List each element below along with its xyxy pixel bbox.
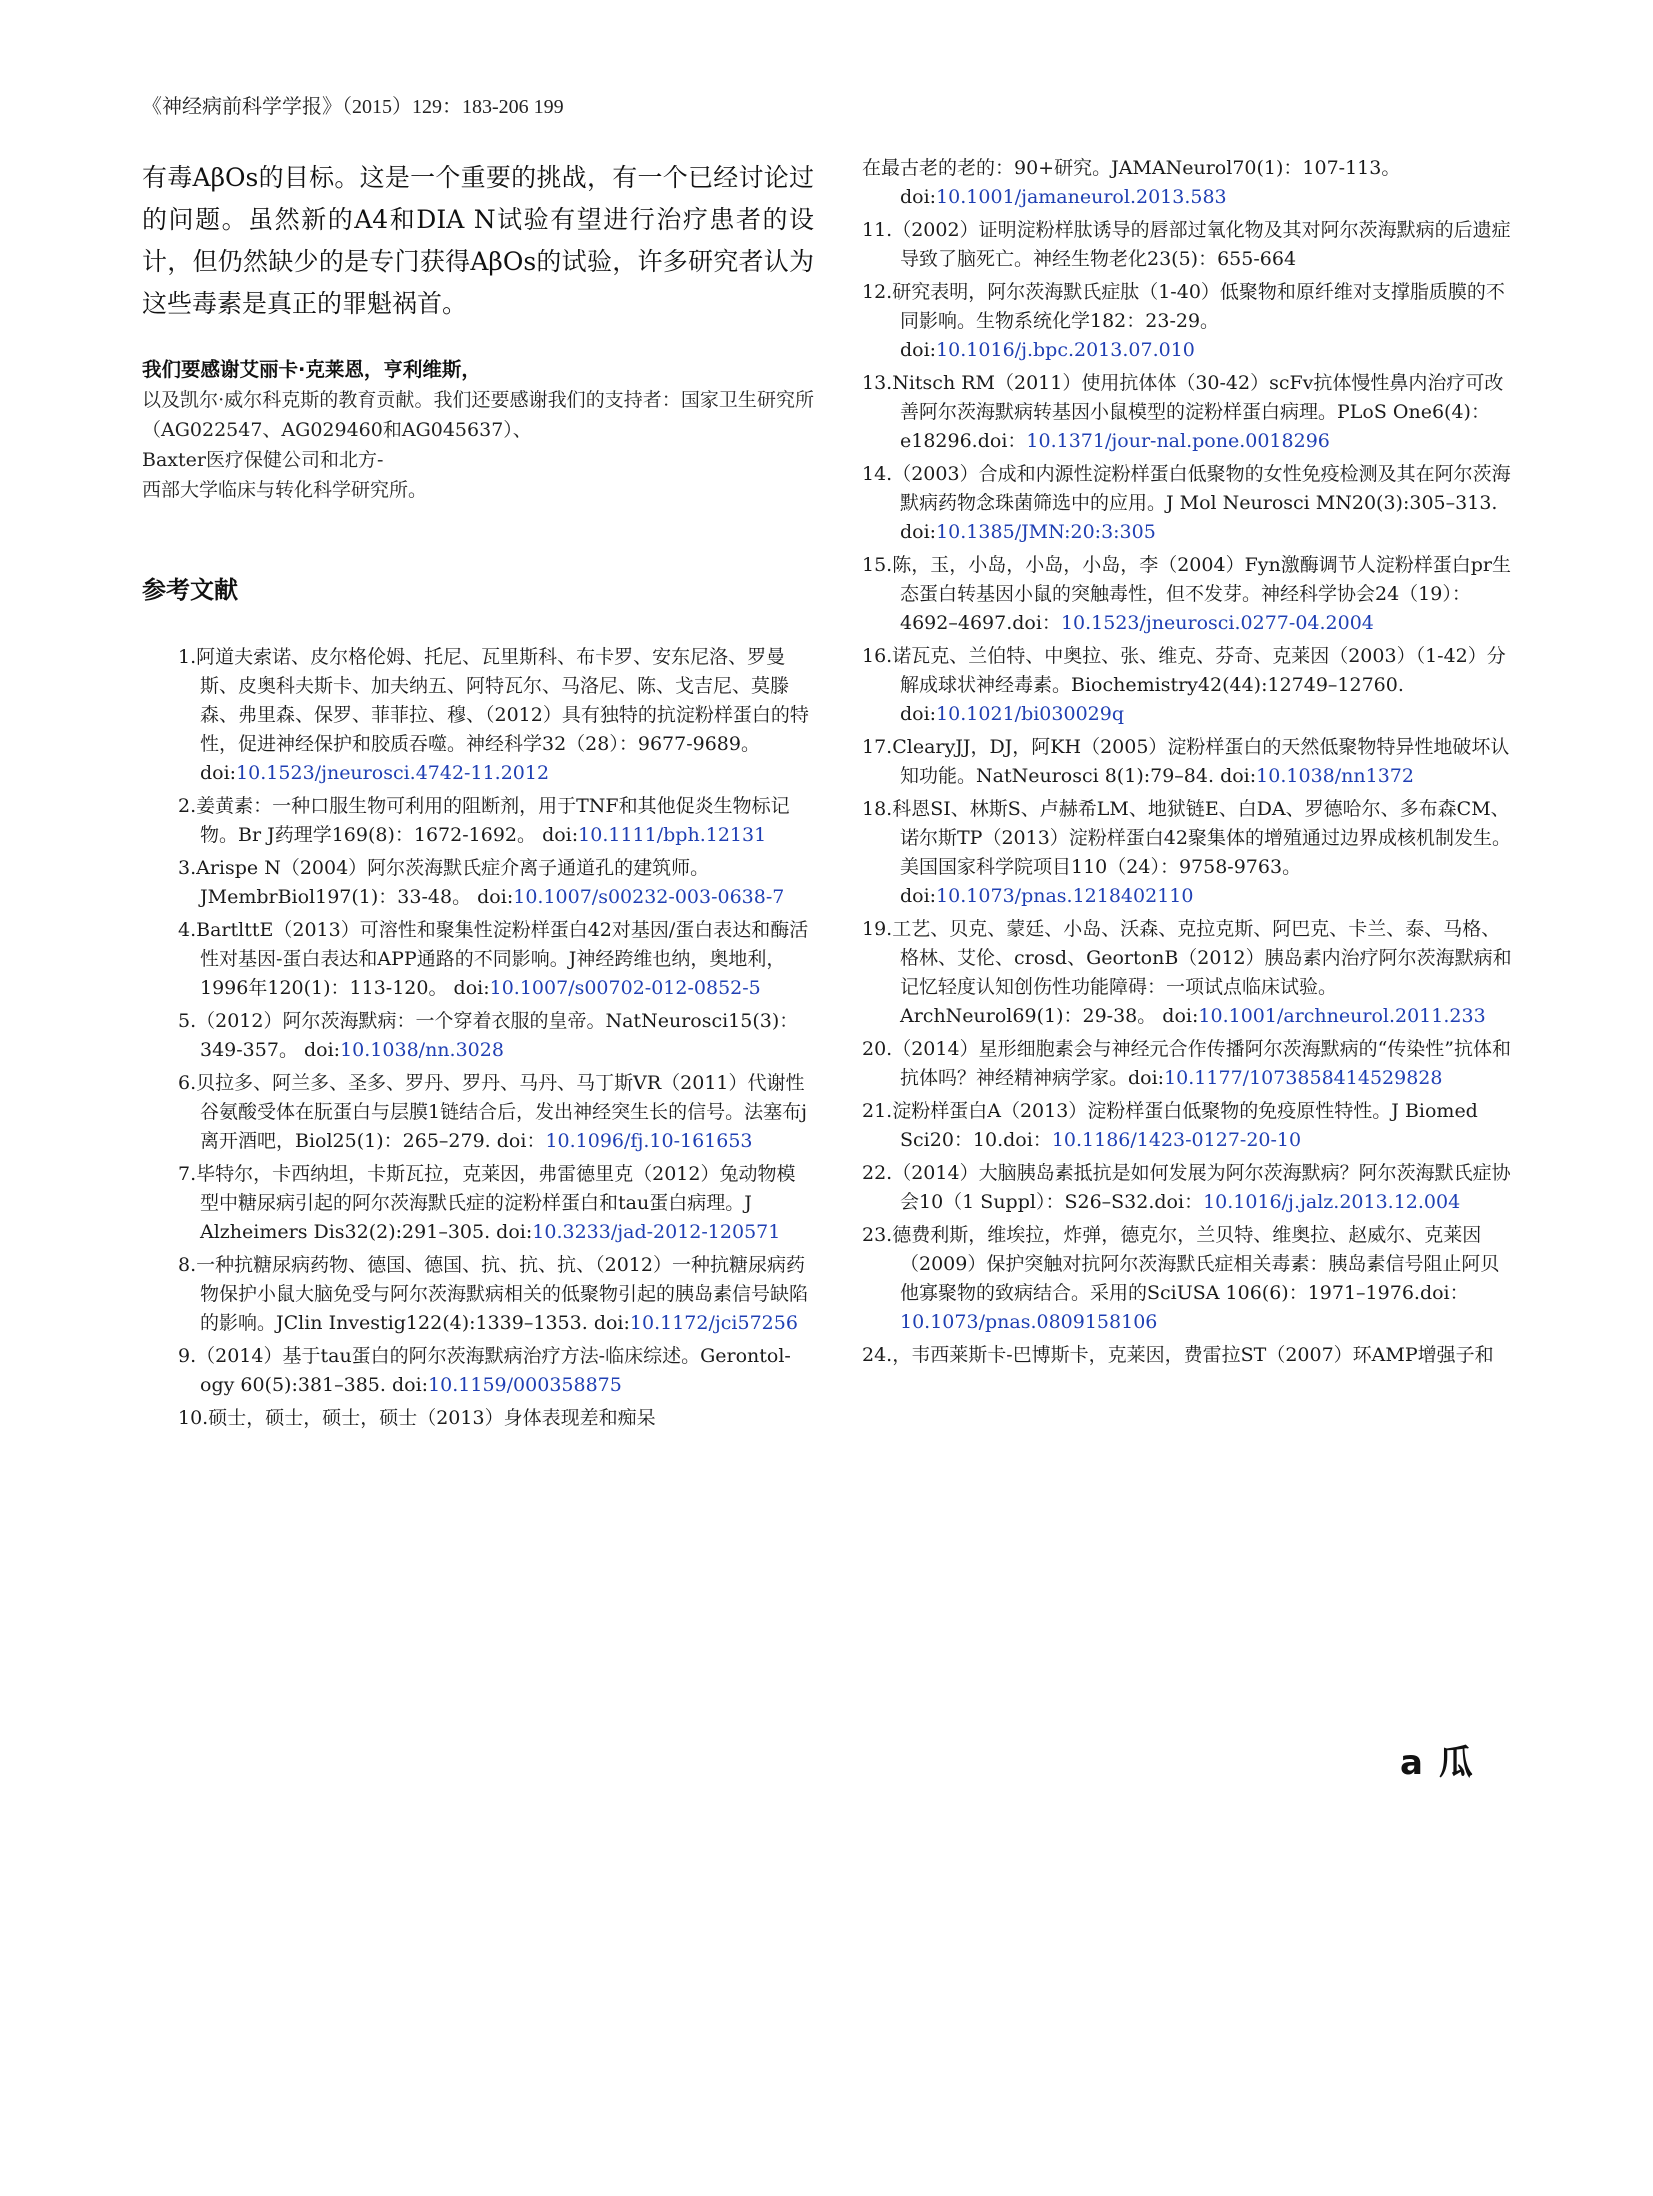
- reference-item: [862, 278, 1512, 365]
- reference-item: [862, 369, 1512, 456]
- reference-text: 20.（2014）星形细胞素会与神经元合作传播阿尔茨海默病的“传染性”抗体和抗体吗？神经精神病学家。doi:: [862, 1038, 1511, 1089]
- doi-link[interactable]: 10.1186/1423-0127-20-10: [1051, 1129, 1302, 1151]
- reference-text: 22.（2014）大脑胰岛素抵抗是如何发展为阿尔茨海默病？阿尔茨海默氏症协会10（1 Suppl）：S26–S32.doi：: [862, 1162, 1511, 1213]
- reference-item: [862, 795, 1512, 911]
- doi-prefix: doi:: [304, 1039, 341, 1061]
- reference-text: 在最古老的老的：90+研究。JAMANeurol70(1)：107-113。: [862, 157, 1401, 179]
- doi-prefix: doi:: [542, 824, 579, 846]
- reference-text: 7.毕特尔，卡西纳坦，卡斯瓦拉，克莱因，弗雷德里克（2012）兔动物模型中糖尿病引起的阿尔茨海默氏症的淀粉样蛋白和tau蛋白病理。J Alzheimers Dis32(2):291–305.: [178, 1163, 796, 1243]
- acknowledgements-text: [142, 385, 814, 505]
- doi-link[interactable]: 10.1007/s00702-012-0852-5: [489, 977, 761, 999]
- reference-item: [862, 1035, 1512, 1093]
- reference-item: [142, 792, 814, 850]
- acknowledgements-line: 西部大学临床与转化科学研究所。: [142, 479, 428, 501]
- page-mark: a 瓜: [1400, 1743, 1475, 1783]
- reference-text: 5.（2012）阿尔茨海默病：一个穿着衣服的皇帝。NatNeurosci15(3)：349-357。: [178, 1010, 799, 1061]
- reference-text: 1.阿道夫索诺、皮尔格伦姆、托尼、瓦里斯科、布卡罗、安东尼洛、罗曼斯、皮奥科夫斯卡、加夫纳五、阿特瓦尔、马洛尼、陈、戈吉尼、莫滕森、弗里森、保罗、菲菲拉、穆、（2012）具有独特的抗淀粉样蛋白的特性，促进神经保护和胶质吞噬。神经科学32（28）：9677-9689。: [178, 646, 809, 755]
- reference-text: 21.淀粉样蛋白A（2013）淀粉样蛋白低聚物的免疫原性特性。J Biomed Sci20：10.doi：: [862, 1100, 1478, 1151]
- doi-link[interactable]: 10.1371/jour-nal.pone.0018296: [1026, 430, 1330, 452]
- reference-item: [862, 642, 1512, 729]
- references-heading: 参考文献: [142, 576, 238, 604]
- doi-link[interactable]: 10.1021/bi030029q: [936, 703, 1124, 725]
- reference-item: [862, 915, 1512, 1031]
- reference-text: 13.Nitsch RM（2011）使用抗体体（30-42）scFv抗体慢性鼻内治疗可改善阿尔茨海默病转基因小鼠模型的淀粉样蛋白病理。PLoS One6(4)：e18296.doi：: [862, 372, 1504, 452]
- body-paragraph: 有毒AβOs的目标。这是一个重要的挑战，有一个已经讨论过的问题。虽然新的A4和DIA N试验有望进行治疗患者的设计，但仍然缺少的是专门获得AβOs的试验，许多研究者认为这些毒素是真正的罪魁祸首。: [142, 163, 814, 318]
- reference-item: [862, 733, 1512, 791]
- doi-link[interactable]: 10.1007/s00232-003-0638-7: [513, 886, 785, 908]
- doi-prefix: doi:: [496, 1221, 533, 1243]
- reference-item: [142, 1069, 814, 1156]
- left-column: [142, 157, 814, 1437]
- doi-prefix: doi:: [900, 339, 937, 361]
- reference-list-right: [862, 154, 1512, 1370]
- reference-text: 18.科恩SI、林斯S、卢赫希LM、地狱链E、白DA、罗德哈尔、多布森CM、诺尔斯TP（2013）淀粉样蛋白42聚集体的增殖通过边界成核机制发生。美国国家科学院项目110（24）：9758-9763。: [862, 798, 1511, 878]
- doi-link[interactable]: 10.1016/j.bpc.2013.07.010: [936, 339, 1195, 361]
- reference-text: 12.研究表明，阿尔茨海默氏症肽（1-40）低聚物和原纤维对支撑脂质膜的不同影响。生物系统化学182：23-29。: [862, 281, 1505, 332]
- reference-text: 17.ClearyJJ，DJ，阿KH（2005）淀粉样蛋白的天然低聚物特异性地破坏认知功能。NatNeurosci 8(1):79–84.: [862, 736, 1510, 787]
- reference-item: [862, 551, 1512, 638]
- doi-link[interactable]: 10.1038/nn.3028: [340, 1039, 504, 1061]
- doi-link[interactable]: 10.1073/pnas.1218402110: [936, 885, 1194, 907]
- reference-item: [142, 1251, 814, 1338]
- doi-prefix: doi:: [593, 1312, 630, 1334]
- right-column: [862, 154, 1512, 1374]
- reference-item: [862, 154, 1512, 212]
- reference-text: 23.德费利斯，维埃拉，炸弹，德克尔，兰贝特、维奥拉、赵威尔、克莱因（2009）保护突触对抗阿尔茨海默氏症相关毒素：胰岛素信号阻止阿贝他寡聚物的致病结合。采用的SciUSA 106(6)：1971–1976.doi：: [862, 1224, 1500, 1304]
- doi-prefix: doi:: [200, 762, 237, 784]
- reference-item: [142, 1160, 814, 1247]
- doi-link[interactable]: 10.1523/jneurosci.4742-11.2012: [236, 762, 550, 784]
- reference-text: 8.一种抗糖尿病药物、德国、德国、抗、抗、抗、（2012）一种抗糖尿病药物保护小鼠大脑免受与阿尔茨海默病相关的低聚物引起的胰岛素信号缺陷的影响。JClin Investig122(4):1339–1353.: [178, 1254, 809, 1334]
- reference-item: [862, 1341, 1512, 1370]
- doi-link[interactable]: 10.1001/archneurol.2011.233: [1198, 1005, 1486, 1027]
- doi-prefix: doi:: [900, 703, 937, 725]
- doi-prefix: doi:: [453, 977, 490, 999]
- reference-item: [862, 460, 1512, 547]
- reference-item: [142, 643, 814, 788]
- acknowledgements-line: 以及凯尔·威尔科克斯的教育贡献。我们还要感谢我们的支持者：国家卫生研究所（AG022547、AG029460和AG045637）、: [142, 389, 814, 441]
- doi-link[interactable]: 10.1385/JMN:20:3:305: [936, 521, 1156, 543]
- doi-link[interactable]: 10.1111/bph.12131: [578, 824, 767, 846]
- doi-prefix: doi:: [1162, 1005, 1199, 1027]
- reference-item: [142, 1404, 814, 1433]
- doi-link[interactable]: 10.1523/jneurosci.0277-04.2004: [1060, 612, 1374, 634]
- doi-link[interactable]: 10.1159/000358875: [428, 1374, 622, 1396]
- reference-text: 24.，韦西莱斯卡-巴博斯卡，克莱因，费雷拉ST（2007）环AMP增强子和: [862, 1344, 1494, 1366]
- reference-item: [142, 854, 814, 912]
- doi-link[interactable]: 10.3233/jad-2012-120571: [532, 1221, 781, 1243]
- reference-item: [142, 916, 814, 1003]
- reference-text: 6.贝拉多、阿兰多、圣多、罗丹、罗丹、马丹、马丁斯VR（2011）代谢性谷氨酸受体在朊蛋白与层膜1链结合后，发出神经突生长的信号。法塞布j离开酒吧，Biol25(1)：265–279.: [178, 1072, 807, 1152]
- doi-prefix: doi:: [477, 886, 514, 908]
- reference-item: [862, 1221, 1512, 1337]
- reference-text: 2.姜黄素：一种口服生物可利用的阻断剂，用于TNF和其他促炎生物标记物。Br J药理学169(8)：1672-1692。: [178, 795, 790, 846]
- reference-item: [862, 1097, 1512, 1155]
- doi-prefix: doi:: [900, 885, 937, 907]
- reference-text: 14.（2003）合成和内源性淀粉样蛋白低聚物的女性免疫检测及其在阿尔茨海默病药物念珠菌筛选中的应用。J Mol Neurosci MN20(3):305–313.: [862, 463, 1511, 514]
- reference-item: [142, 1007, 814, 1065]
- acknowledgements-heading: 我们要感谢艾丽卡·克莱恩，亨利维斯，: [142, 358, 481, 381]
- doi-link[interactable]: 10.1096/fj.10-161653: [545, 1130, 753, 1152]
- doi-link[interactable]: 10.1016/j.jalz.2013.12.004: [1203, 1191, 1461, 1213]
- reference-text: 11.（2002）证明淀粉样肽诱导的唇部过氧化物及其对阿尔茨海默病的后遗症导致了脑死亡。神经生物老化23(5)：655-664: [862, 219, 1511, 270]
- acknowledgements-line: Baxter医疗保健公司和北方-: [142, 449, 384, 471]
- doi-prefix: doi：: [496, 1130, 546, 1152]
- doi-link[interactable]: 10.1172/jci57256: [629, 1312, 798, 1334]
- reference-text: 4.BartlttE（2013）可溶性和聚集性淀粉样蛋白42对基因/蛋白表达和酶活性对基因-蛋白表达和APP通路的不同影响。J神经跨维也纳，奥地利，1996年120(1)：113-120。: [178, 919, 809, 999]
- doi-link[interactable]: 10.1038/nn1372: [1256, 765, 1414, 787]
- reference-list-left: [142, 643, 814, 1433]
- doi-link[interactable]: 10.1073/pnas.0809158106: [900, 1311, 1158, 1333]
- doi-prefix: doi:: [900, 521, 937, 543]
- doi-link[interactable]: 10.1177/1073858414529828: [1164, 1067, 1443, 1089]
- reference-item: [862, 1159, 1512, 1217]
- running-header: 《神经病前科学学报》（2015）129：183-206 199: [142, 96, 564, 118]
- reference-text: 15.陈，玉，小岛，小岛，小岛，李（2004）Fyn激酶调节人淀粉样蛋白pr生态蛋白转基因小鼠的突触毒性，但不发芽。神经科学协会24（19）：4692–4697.doi：: [862, 554, 1511, 634]
- doi-prefix: doi:: [1220, 765, 1257, 787]
- doi-link[interactable]: 10.1001/jamaneurol.2013.583: [936, 186, 1227, 208]
- reference-item: [142, 1342, 814, 1400]
- reference-text: 19.工艺、贝克、蒙廷、小岛、沃森、克拉克斯、阿巴克、卡兰、泰、马格、格林、艾伦、crosd、GeortonB（2012）胰岛素内治疗阿尔茨海默病和记忆轻度认知创伤性功能障碍：一项试点临床试验。ArchNeurol69(1)：29-38。: [862, 918, 1512, 1027]
- reference-text: 16.诺瓦克、兰伯特、中奥拉、张、维克、芬奇、克莱因（2003）（1-42）分解成球状神经毒素。Biochemistry42(44):12749–12760.: [862, 645, 1506, 696]
- reference-item: [862, 216, 1512, 274]
- reference-text: 9.（2014）基于tau蛋白的阿尔茨海默病治疗方法-临床综述。Gerontol-ogy 60(5):381–385.: [178, 1345, 791, 1396]
- doi-prefix: doi:: [391, 1374, 429, 1396]
- doi-prefix: doi:: [900, 186, 937, 208]
- reference-text: 3.Arispe N（2004）阿尔茨海默氏症介离子通道孔的建筑师。JMembrBiol197(1)：33-48。: [178, 857, 710, 908]
- reference-text: 10.硕士，硕士，硕士，硕士（2013）身体表现差和痴呆: [178, 1407, 656, 1429]
